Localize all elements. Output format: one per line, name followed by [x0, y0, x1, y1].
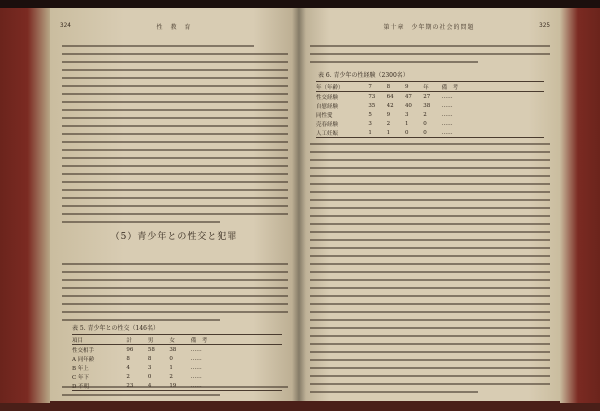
table-cell: 3 [404, 111, 409, 118]
right-table-header-row [316, 82, 544, 92]
table-cell: 35 [368, 102, 376, 109]
table-row [72, 345, 282, 354]
table-cell: 0 [404, 129, 409, 136]
table-cell: 8 [126, 355, 130, 362]
table-cell: 9 [386, 111, 391, 118]
table-cell: 0 [423, 129, 427, 136]
table-cell: 性交相手 [72, 347, 95, 354]
table-cell: …… [441, 93, 453, 100]
table-cell: 96 [126, 346, 134, 353]
left-running-header [60, 22, 288, 32]
right-page [298, 8, 560, 401]
right-table-title: 表 6. 青少年の性経験（2300名） [318, 72, 409, 79]
table-cell: 0 [147, 373, 152, 380]
table-row [316, 101, 544, 110]
table-cell: 0 [169, 355, 173, 362]
right-running-header [308, 22, 550, 32]
left-table-header-row [72, 335, 282, 345]
left-table-header-cell: 計 [126, 337, 132, 344]
table-cell: 47 [404, 93, 412, 100]
table-cell: …… [441, 120, 453, 127]
left-table-header-cell: 備 考 [190, 337, 208, 344]
left-running-head: 性 教 育 [156, 24, 192, 31]
book-gutter-shadow [292, 8, 306, 401]
table-cell: 64 [386, 93, 394, 100]
table-cell: B 年上 [72, 365, 89, 372]
right-running-head: 第十章 少年期の社会的問題 [383, 24, 475, 31]
left-page [50, 8, 299, 401]
table-cell: A 同年齢 [72, 356, 95, 363]
section-title: （5）青少年との性交と犯罪 [110, 232, 238, 242]
table-cell: …… [190, 373, 202, 380]
table-cell: 38 [169, 346, 177, 353]
table-cell: 8 [147, 355, 152, 362]
left-table-header-cell: 男 [147, 337, 154, 344]
right-table-header-cell: 備 考 [441, 84, 459, 91]
table-cell: 2 [423, 111, 427, 118]
right-table-header-cell: 9 [404, 83, 409, 90]
right-page-number: 325 [539, 22, 550, 29]
table-cell: 2 [386, 120, 391, 127]
table-cell: 4 [126, 364, 130, 371]
right-table-header-cell: 年（年齢） [316, 84, 344, 91]
table-cell: 0 [423, 120, 427, 127]
right-table-header-cell: 年 [423, 84, 429, 91]
table-cell: 1 [386, 129, 391, 136]
table-row [72, 363, 282, 372]
table-cell: 同性愛 [316, 112, 333, 119]
table-cell: …… [441, 102, 453, 109]
table-row [316, 128, 544, 137]
table-cell: 42 [386, 102, 394, 109]
table-cell: 3 [147, 364, 152, 371]
right-table-header-cell: 8 [386, 83, 391, 90]
right-table [316, 81, 544, 138]
table-row [72, 354, 282, 363]
left-section-title [50, 229, 298, 243]
left-page-number: 324 [60, 22, 71, 29]
book-cover-right-edge [560, 8, 600, 403]
table-cell: …… [190, 355, 202, 362]
table-cell: 人工妊娠 [316, 130, 339, 137]
table-cell: 73 [368, 93, 376, 100]
table-cell: 2 [169, 373, 173, 380]
table-cell: 3 [368, 120, 372, 127]
table-cell: …… [190, 346, 202, 353]
table-cell: 5 [368, 111, 372, 118]
table-cell: 自慰経験 [316, 103, 339, 110]
table-row [72, 372, 282, 381]
table-cell: 1 [368, 129, 372, 136]
right-table-header-cell: 7 [368, 83, 372, 90]
right-body-text-top [310, 42, 550, 66]
left-table-header-cell: 項目 [72, 337, 84, 344]
table-cell: C 年下 [72, 374, 89, 381]
left-table-header-cell: 女 [169, 337, 175, 344]
table-cell: 1 [404, 120, 409, 127]
table-cell: 1 [169, 364, 173, 371]
table-cell: 27 [423, 93, 431, 100]
left-section-subtitle [50, 246, 298, 256]
table-cell: 40 [404, 102, 412, 109]
table-cell: …… [190, 364, 202, 371]
left-table-title: 表 5. 青少年との性交（146名） [72, 325, 159, 332]
table-cell: …… [441, 111, 453, 118]
table-cell: …… [441, 129, 453, 136]
table-cell: 性交経験 [316, 94, 339, 101]
left-body-text-bottom [62, 383, 288, 399]
left-body-text-mid [62, 260, 288, 324]
table-row [316, 110, 544, 119]
table-row [316, 119, 544, 128]
left-body-text-top [62, 42, 288, 226]
book-cover-left-edge [0, 8, 50, 403]
table-row [316, 92, 544, 101]
table-cell: 38 [423, 102, 431, 109]
table-cell: 2 [126, 373, 130, 380]
right-body-text [310, 140, 550, 396]
table-cell: 58 [147, 346, 155, 353]
table-cell: 売春経験 [316, 121, 339, 128]
